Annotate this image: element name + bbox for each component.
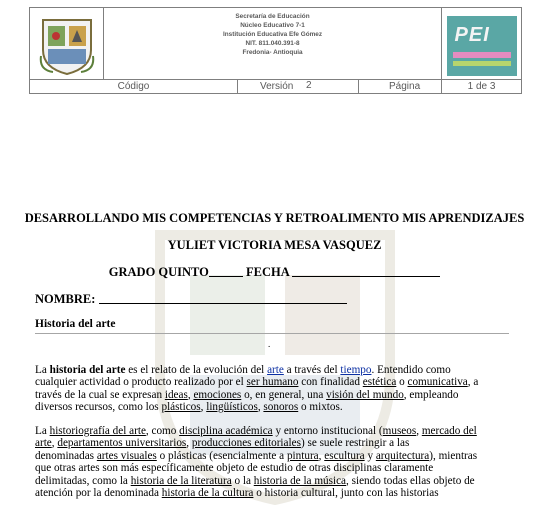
paragraph-1: La historia del arte es el relato de la evolución del arte a través del tiempo. Entendido como cualquier actividad o producto realizado por el ser humano con finalidad estética o comunicativa, a través de la cual se expresan ideas, emociones o, en general, una visión del mundo, empleando diversos recursos, como los plásticos, lingüísticos, sonoros o mixtos.	[35, 364, 479, 414]
nombre-field[interactable]	[99, 303, 347, 304]
link-mercado-del-arte[interactable]: mercado del	[421, 425, 477, 437]
codigo-label: Código	[30, 80, 238, 94]
nombre-row	[35, 292, 347, 307]
link-arte[interactable]: arte	[267, 364, 284, 376]
pei-logo-text: PEI	[454, 24, 490, 46]
link-estetica[interactable]: estética	[362, 376, 397, 389]
secretaria-text: Secretaría de Educación	[235, 13, 310, 20]
version-label: Versión	[260, 81, 294, 92]
fecha-field[interactable]	[292, 276, 440, 277]
link-departamentos[interactable]: departamentos universitarios	[57, 437, 187, 450]
link-historia-literatura[interactable]: historia de la literatura	[130, 474, 232, 487]
link-disciplina-academica[interactable]: disciplina académica	[179, 425, 273, 437]
dot-mark: .	[268, 339, 271, 349]
pagina-value: 1 de 3	[442, 80, 522, 94]
school-crest-icon	[39, 16, 95, 76]
link-tiempo[interactable]: tiempo	[340, 364, 372, 376]
link-comunicativa[interactable]: comunicativa	[407, 376, 468, 389]
ciudad-text: Fredonia- Antioquia	[242, 48, 303, 56]
link-pintura[interactable]: pintura	[286, 449, 319, 462]
link-arte-2[interactable]: arte	[35, 437, 52, 450]
section-divider	[35, 333, 509, 334]
institucion-text: Institución Educativa Efe Gómez	[222, 30, 323, 38]
paragraph-2: La historiografía del arte, como disciplina académica y entorno institucional (museos, mercado del arte, departamentos universitarios, producciones editoriales) se suele restringir a las denominadas artes visuales o plásticas (esencialmente a pintura, escultura y arquitectura), mientras que otras artes son más específicamente objeto de estudio de otras disciplinas claramente delimitadas, como la historia de la literatura o la historia de la música, siendo todas ellas objeto de atención por la denominada historia de la cultura o historia cultural, junto con las historias	[35, 425, 478, 500]
fecha-label: FECHA	[246, 265, 290, 279]
link-vision-del-mundo[interactable]: visión del mundo	[326, 388, 404, 401]
header-table	[29, 7, 522, 94]
pei-logo-cell	[442, 8, 522, 80]
link-arquitectura[interactable]: arquitectura	[375, 449, 430, 462]
link-escultura[interactable]: escultura	[324, 449, 365, 462]
nit-text: NIT. 811.040.391-8	[245, 39, 300, 47]
link-historia-musica[interactable]: historia de la música	[253, 474, 347, 487]
pei-logo	[447, 16, 517, 76]
link-linguisticos[interactable]: lingüísticos	[206, 401, 258, 414]
link-historiografia[interactable]: historiografía del arte	[49, 425, 146, 437]
link-ser-humano[interactable]: ser humano	[246, 376, 299, 389]
student-name: YULIET VICTORIA MESA VASQUEZ	[167, 238, 382, 252]
link-artes-visuales[interactable]: artes visuales	[96, 449, 157, 462]
document-title: DESARROLLANDO MIS COMPETENCIAS Y RETROALIMENTO MIS APRENDIZAJES	[24, 211, 525, 225]
link-producciones[interactable]: producciones editoriales	[191, 437, 301, 450]
grade-label: GRADO QUINTO	[108, 265, 209, 279]
pagina-label: Página	[389, 81, 421, 92]
nucleo-text: Núcleo Educativo 7-1	[240, 21, 305, 29]
nombre-label: NOMBRE:	[35, 292, 96, 306]
link-plasticos[interactable]: plásticos	[161, 401, 201, 414]
institution-info	[104, 8, 442, 80]
section-title: Historia del arte	[35, 318, 116, 330]
crest-logo-cell	[30, 8, 104, 80]
link-emociones[interactable]: emociones	[193, 388, 242, 401]
version-value: 2	[306, 80, 312, 91]
link-sonoros[interactable]: sonoros	[263, 401, 299, 414]
link-historia-cultura[interactable]: historia de la cultura	[161, 487, 254, 500]
link-museos[interactable]: museos	[382, 425, 417, 437]
grade-date-row	[0, 265, 549, 280]
link-ideas[interactable]: ideas	[164, 388, 188, 401]
